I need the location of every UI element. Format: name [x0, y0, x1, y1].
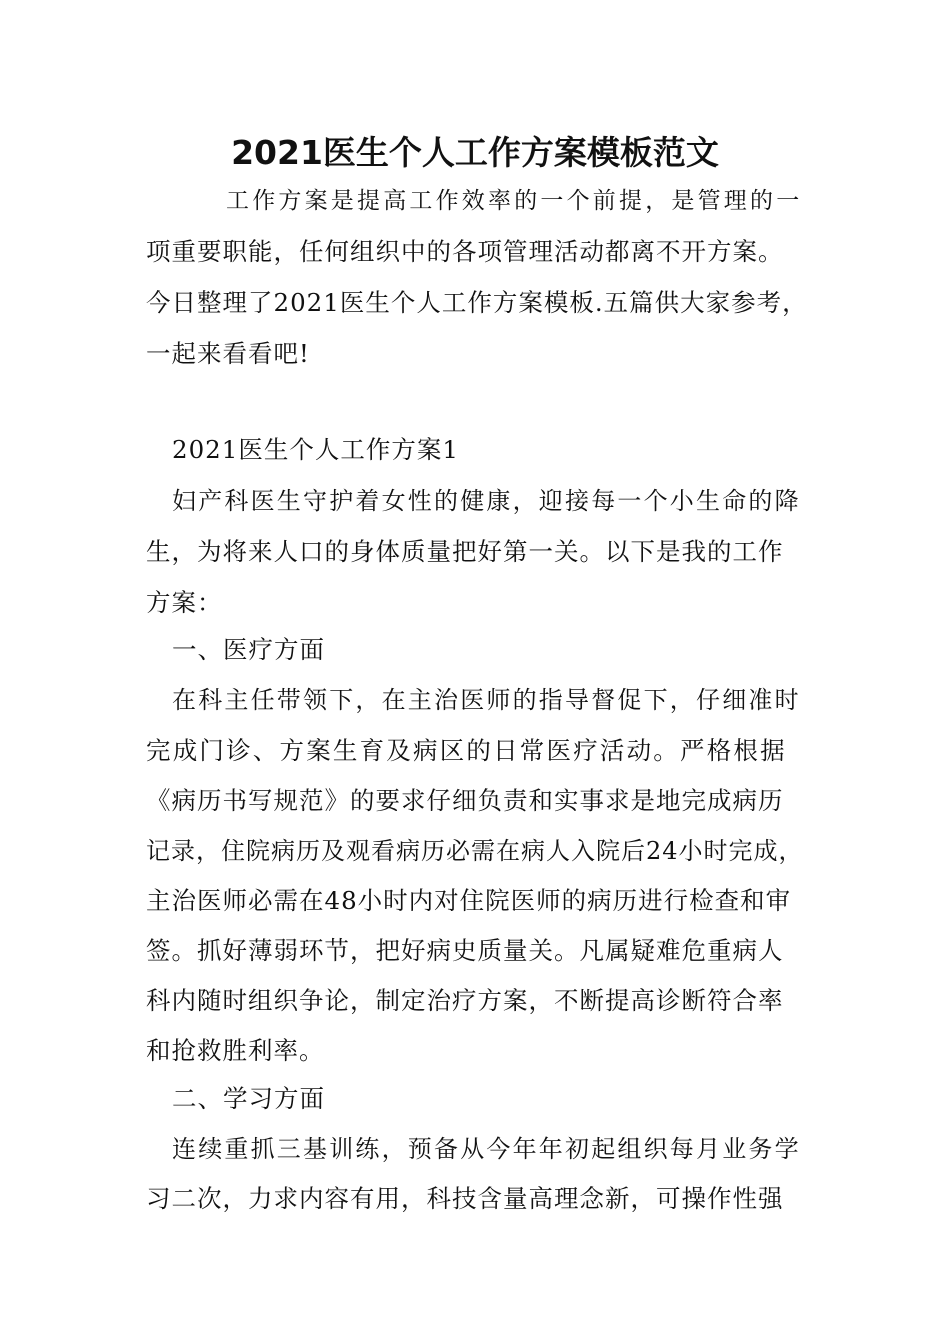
paragraph-line: 记录，住院病历及观看病历必需在病人入院后24小时完成， — [146, 837, 804, 865]
paragraph-line: 在科主任带领下，在主治医师的指导督促下，仔细准时 — [172, 686, 801, 714]
paragraph-line: 《病历书写规范》的要求仔细负责和实事求是地完成病历 — [146, 786, 784, 815]
paragraph-line: 连续重抓三基训练，预备从今年年初起组织每月业务学 — [172, 1135, 801, 1163]
paragraph-line: 科内随时组织争论，制定治疗方案，不断提高诊断符合率 — [146, 986, 784, 1015]
section-heading: 一、医疗方面 — [172, 635, 325, 664]
paragraph-line: 习二次，力求内容有用，科技含量高理念新，可操作性强 — [146, 1184, 784, 1213]
section-heading: 2021医生个人工作方案1 — [172, 435, 459, 464]
paragraph-line: 完成门诊、方案生育及病区的日常医疗活动。严格根据 — [146, 736, 787, 765]
document-title: 2021医生个人工作方案模板范文 — [231, 133, 719, 172]
paragraph-line: 方案： — [146, 588, 223, 617]
paragraph-line: 生，为将来人口的身体质量把好第一关。以下是我的工作 — [146, 537, 784, 566]
paragraph-line: 工作方案是提高工作效率的一个前提，是管理的一 — [226, 188, 803, 214]
paragraph-line: 项重要职能，任何组织中的各项管理活动都离不开方案。 — [146, 237, 784, 266]
paragraph-line: 今日整理了2021医生个人工作方案模板.五篇供大家参考， — [146, 288, 808, 317]
paragraph-line: 一起来看看吧! — [146, 339, 310, 368]
section-heading: 二、学习方面 — [172, 1084, 325, 1113]
paragraph-line: 主治医师必需在48小时内对住院医师的病历进行检查和审 — [146, 886, 792, 915]
paragraph-line: 妇产科医生守护着女性的健康，迎接每一个小生命的降 — [172, 487, 801, 515]
paragraph-line: 签。抓好薄弱环节，把好病史质量关。凡属疑难危重病人 — [146, 936, 784, 965]
paragraph-line: 和抢救胜利率。 — [146, 1036, 325, 1065]
